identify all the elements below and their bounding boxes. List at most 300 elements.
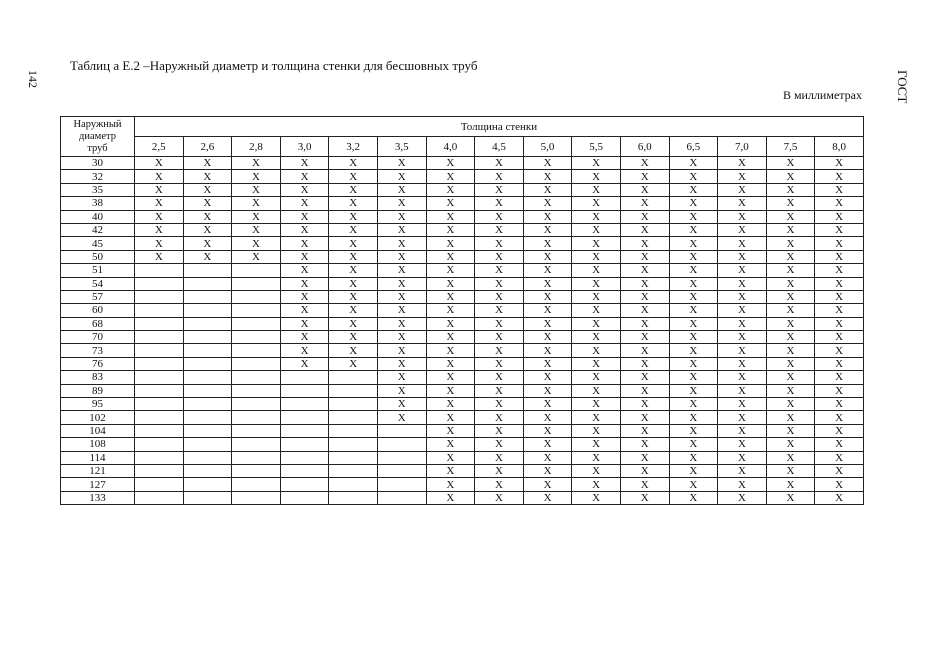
table-row (61, 371, 864, 384)
availability-mark: X (523, 290, 572, 303)
availability-mark: X (475, 344, 524, 357)
diameter-cell: 83 (61, 371, 135, 384)
availability-mark: X (377, 183, 426, 196)
availability-mark: X (620, 331, 669, 344)
table-row (61, 183, 864, 196)
availability-mark: X (815, 223, 864, 236)
outer-diameter-header-line: труб (87, 142, 108, 154)
availability-mark: X (377, 411, 426, 424)
availability-mark: X (718, 491, 767, 504)
availability-mark: X (620, 478, 669, 491)
table-row (61, 478, 864, 491)
availability-mark: X (620, 197, 669, 210)
diameter-cell: 127 (61, 478, 135, 491)
availability-mark: X (572, 290, 621, 303)
availability-mark: X (572, 357, 621, 370)
availability-mark: X (280, 317, 329, 330)
availability-mark: X (572, 398, 621, 411)
availability-mark: X (815, 344, 864, 357)
availability-mark: X (523, 197, 572, 210)
empty-cell (135, 398, 184, 411)
thickness-column-header: 4,0 (426, 137, 475, 157)
thickness-header-row (61, 137, 864, 157)
availability-mark: X (669, 451, 718, 464)
availability-mark: X (572, 264, 621, 277)
availability-mark: X (183, 183, 232, 196)
availability-mark: X (669, 237, 718, 250)
availability-mark: X (280, 223, 329, 236)
table-row (61, 290, 864, 303)
availability-mark: X (377, 264, 426, 277)
availability-mark: X (572, 371, 621, 384)
availability-mark: X (620, 250, 669, 263)
availability-mark: X (766, 264, 815, 277)
availability-mark: X (620, 290, 669, 303)
availability-mark: X (329, 331, 378, 344)
availability-mark: X (718, 384, 767, 397)
availability-mark: X (572, 478, 621, 491)
availability-mark: X (280, 277, 329, 290)
availability-mark: X (280, 210, 329, 223)
availability-mark: X (766, 277, 815, 290)
availability-mark: X (280, 197, 329, 210)
thickness-column-header: 7,0 (718, 137, 767, 157)
empty-cell (183, 371, 232, 384)
availability-mark: X (523, 344, 572, 357)
empty-cell (183, 290, 232, 303)
availability-mark: X (815, 411, 864, 424)
empty-cell (232, 264, 281, 277)
availability-mark: X (766, 170, 815, 183)
availability-mark: X (669, 170, 718, 183)
availability-mark: X (815, 331, 864, 344)
table-row (61, 197, 864, 210)
availability-mark: X (426, 357, 475, 370)
availability-mark: X (669, 371, 718, 384)
availability-mark: X (329, 210, 378, 223)
empty-cell (135, 451, 184, 464)
availability-mark: X (280, 250, 329, 263)
availability-mark: X (766, 317, 815, 330)
table-row (61, 304, 864, 317)
table-row (61, 210, 864, 223)
availability-mark: X (620, 183, 669, 196)
availability-mark: X (620, 157, 669, 170)
outer-diameter-header-line: диаметр (79, 130, 116, 142)
availability-mark: X (426, 277, 475, 290)
availability-mark: X (572, 197, 621, 210)
availability-mark: X (620, 264, 669, 277)
availability-mark: X (766, 250, 815, 263)
empty-cell (232, 371, 281, 384)
availability-mark: X (815, 277, 864, 290)
availability-mark: X (766, 357, 815, 370)
availability-mark: X (523, 424, 572, 437)
empty-cell (232, 290, 281, 303)
availability-mark: X (669, 197, 718, 210)
empty-cell (183, 411, 232, 424)
diameter-cell: 40 (61, 210, 135, 223)
availability-mark: X (718, 344, 767, 357)
empty-cell (329, 438, 378, 451)
availability-mark: X (572, 223, 621, 236)
availability-mark: X (620, 491, 669, 504)
availability-mark: X (572, 384, 621, 397)
diameter-cell: 73 (61, 344, 135, 357)
availability-mark: X (523, 157, 572, 170)
availability-mark: X (620, 384, 669, 397)
table-row (61, 384, 864, 397)
availability-mark: X (669, 424, 718, 437)
availability-mark: X (426, 304, 475, 317)
availability-mark: X (377, 331, 426, 344)
empty-cell (377, 451, 426, 464)
empty-cell (135, 438, 184, 451)
availability-mark: X (377, 304, 426, 317)
diameter-cell: 102 (61, 411, 135, 424)
availability-mark: X (329, 197, 378, 210)
availability-mark: X (523, 451, 572, 464)
empty-cell (280, 438, 329, 451)
availability-mark: X (523, 170, 572, 183)
availability-mark: X (669, 357, 718, 370)
availability-mark: X (620, 438, 669, 451)
empty-cell (377, 491, 426, 504)
empty-cell (232, 317, 281, 330)
availability-mark: X (475, 357, 524, 370)
diameter-cell: 50 (61, 250, 135, 263)
availability-mark: X (620, 411, 669, 424)
empty-cell (135, 384, 184, 397)
empty-cell (329, 491, 378, 504)
availability-mark: X (475, 277, 524, 290)
availability-mark: X (523, 277, 572, 290)
availability-mark: X (718, 357, 767, 370)
empty-cell (280, 451, 329, 464)
thickness-column-header: 7,5 (766, 137, 815, 157)
availability-mark: X (523, 491, 572, 504)
empty-cell (377, 478, 426, 491)
availability-mark: X (718, 464, 767, 477)
availability-mark: X (377, 384, 426, 397)
availability-mark: X (718, 183, 767, 196)
availability-mark: X (135, 197, 184, 210)
availability-mark: X (377, 237, 426, 250)
availability-mark: X (669, 250, 718, 263)
table-row (61, 264, 864, 277)
availability-mark: X (426, 250, 475, 263)
availability-mark: X (426, 170, 475, 183)
thickness-column-header: 6,5 (669, 137, 718, 157)
table-row (61, 223, 864, 236)
availability-mark: X (718, 451, 767, 464)
availability-mark: X (377, 170, 426, 183)
availability-mark: X (183, 197, 232, 210)
availability-mark: X (766, 331, 815, 344)
availability-mark: X (183, 157, 232, 170)
availability-mark: X (377, 210, 426, 223)
empty-cell (232, 464, 281, 477)
empty-cell (280, 384, 329, 397)
empty-cell (135, 357, 184, 370)
availability-mark: X (718, 157, 767, 170)
availability-mark: X (280, 304, 329, 317)
availability-mark: X (620, 464, 669, 477)
availability-mark: X (718, 411, 767, 424)
availability-mark: X (523, 317, 572, 330)
availability-mark: X (426, 264, 475, 277)
empty-cell (135, 290, 184, 303)
empty-cell (183, 277, 232, 290)
availability-mark: X (475, 223, 524, 236)
availability-mark: X (475, 398, 524, 411)
availability-mark: X (426, 157, 475, 170)
availability-mark: X (620, 223, 669, 236)
availability-mark: X (475, 264, 524, 277)
availability-mark: X (426, 411, 475, 424)
availability-mark: X (620, 304, 669, 317)
availability-mark: X (669, 384, 718, 397)
availability-mark: X (426, 237, 475, 250)
availability-mark: X (718, 478, 767, 491)
availability-mark: X (426, 438, 475, 451)
availability-mark: X (377, 197, 426, 210)
thickness-column-header: 2,8 (232, 137, 281, 157)
availability-mark: X (572, 438, 621, 451)
availability-mark: X (475, 210, 524, 223)
empty-cell (183, 384, 232, 397)
availability-mark: X (815, 304, 864, 317)
availability-mark: X (572, 344, 621, 357)
empty-cell (135, 478, 184, 491)
availability-mark: X (377, 277, 426, 290)
availability-mark: X (669, 478, 718, 491)
table-row (61, 317, 864, 330)
empty-cell (329, 384, 378, 397)
table-row (61, 438, 864, 451)
availability-mark: X (766, 183, 815, 196)
availability-mark: X (718, 264, 767, 277)
availability-mark: X (766, 290, 815, 303)
availability-mark: X (135, 210, 184, 223)
availability-mark: X (232, 197, 281, 210)
availability-mark: X (620, 371, 669, 384)
availability-mark: X (815, 170, 864, 183)
availability-mark: X (426, 317, 475, 330)
empty-cell (329, 478, 378, 491)
availability-mark: X (766, 491, 815, 504)
availability-mark: X (135, 250, 184, 263)
availability-mark: X (475, 331, 524, 344)
availability-mark: X (183, 170, 232, 183)
availability-mark: X (475, 317, 524, 330)
availability-mark: X (523, 183, 572, 196)
availability-mark: X (669, 223, 718, 236)
availability-mark: X (523, 478, 572, 491)
availability-mark: X (766, 451, 815, 464)
availability-mark: X (815, 478, 864, 491)
availability-mark: X (766, 344, 815, 357)
availability-mark: X (280, 290, 329, 303)
thickness-column-header: 2,5 (135, 137, 184, 157)
availability-mark: X (329, 317, 378, 330)
availability-mark: X (523, 464, 572, 477)
availability-mark: X (620, 398, 669, 411)
availability-mark: X (377, 357, 426, 370)
availability-mark: X (523, 264, 572, 277)
availability-mark: X (329, 170, 378, 183)
availability-mark: X (718, 424, 767, 437)
empty-cell (280, 371, 329, 384)
availability-mark: X (815, 210, 864, 223)
availability-mark: X (475, 464, 524, 477)
empty-cell (280, 478, 329, 491)
availability-mark: X (523, 371, 572, 384)
availability-mark: X (815, 398, 864, 411)
table-row (61, 411, 864, 424)
table-row (61, 451, 864, 464)
availability-mark: X (426, 464, 475, 477)
diameter-cell: 51 (61, 264, 135, 277)
empty-cell (183, 491, 232, 504)
availability-mark: X (232, 250, 281, 263)
availability-mark: X (426, 210, 475, 223)
availability-mark: X (815, 264, 864, 277)
diameter-cell: 76 (61, 357, 135, 370)
empty-cell (135, 464, 184, 477)
table-row (61, 157, 864, 170)
availability-mark: X (329, 250, 378, 263)
page-number: 142 (26, 70, 40, 88)
availability-mark: X (475, 451, 524, 464)
availability-mark: X (426, 478, 475, 491)
empty-cell (183, 398, 232, 411)
availability-mark: X (669, 210, 718, 223)
availability-mark: X (280, 170, 329, 183)
empty-cell (183, 344, 232, 357)
availability-mark: X (620, 210, 669, 223)
availability-mark: X (815, 317, 864, 330)
availability-mark: X (766, 384, 815, 397)
diameter-cell: 70 (61, 331, 135, 344)
availability-mark: X (766, 157, 815, 170)
availability-mark: X (232, 157, 281, 170)
empty-cell (377, 424, 426, 437)
diameter-cell: 42 (61, 223, 135, 236)
empty-cell (232, 304, 281, 317)
availability-mark: X (475, 170, 524, 183)
thickness-column-header: 4,5 (475, 137, 524, 157)
diameter-cell: 32 (61, 170, 135, 183)
availability-mark: X (766, 438, 815, 451)
availability-mark: X (620, 344, 669, 357)
availability-mark: X (329, 344, 378, 357)
availability-mark: X (232, 183, 281, 196)
empty-cell (183, 331, 232, 344)
empty-cell (183, 478, 232, 491)
empty-cell (329, 411, 378, 424)
availability-mark: X (766, 424, 815, 437)
availability-mark: X (572, 277, 621, 290)
empty-cell (232, 331, 281, 344)
availability-mark: X (718, 438, 767, 451)
empty-cell (183, 264, 232, 277)
empty-cell (183, 304, 232, 317)
availability-mark: X (815, 157, 864, 170)
availability-mark: X (669, 183, 718, 196)
empty-cell (183, 464, 232, 477)
availability-mark: X (377, 371, 426, 384)
availability-mark: X (766, 398, 815, 411)
thickness-column-header: 3,0 (280, 137, 329, 157)
diameter-cell: 89 (61, 384, 135, 397)
availability-mark: X (475, 183, 524, 196)
availability-mark: X (426, 491, 475, 504)
table-row (61, 464, 864, 477)
availability-mark: X (572, 183, 621, 196)
diameter-cell: 45 (61, 237, 135, 250)
thickness-column-header: 3,2 (329, 137, 378, 157)
availability-mark: X (475, 250, 524, 263)
diameter-cell: 104 (61, 424, 135, 437)
availability-mark: X (135, 183, 184, 196)
availability-mark: X (572, 424, 621, 437)
availability-mark: X (135, 237, 184, 250)
availability-mark: X (426, 183, 475, 196)
availability-mark: X (475, 491, 524, 504)
empty-cell (232, 411, 281, 424)
availability-mark: X (377, 398, 426, 411)
availability-mark: X (620, 451, 669, 464)
availability-mark: X (280, 357, 329, 370)
availability-mark: X (815, 424, 864, 437)
availability-mark: X (183, 223, 232, 236)
availability-mark: X (815, 290, 864, 303)
availability-mark: X (572, 170, 621, 183)
availability-mark: X (135, 223, 184, 236)
availability-mark: X (426, 223, 475, 236)
table-row (61, 398, 864, 411)
availability-mark: X (718, 277, 767, 290)
availability-mark: X (669, 411, 718, 424)
table-row (61, 491, 864, 504)
empty-cell (183, 438, 232, 451)
availability-mark: X (523, 250, 572, 263)
availability-mark: X (815, 451, 864, 464)
table-row (61, 344, 864, 357)
availability-mark: X (523, 210, 572, 223)
availability-mark: X (329, 304, 378, 317)
empty-cell (280, 411, 329, 424)
availability-mark: X (475, 384, 524, 397)
empty-cell (135, 317, 184, 330)
diameter-cell: 38 (61, 197, 135, 210)
availability-mark: X (766, 210, 815, 223)
availability-mark: X (183, 237, 232, 250)
empty-cell (329, 398, 378, 411)
availability-mark: X (718, 331, 767, 344)
availability-mark: X (329, 183, 378, 196)
availability-mark: X (475, 237, 524, 250)
availability-mark: X (669, 344, 718, 357)
availability-mark: X (620, 424, 669, 437)
availability-mark: X (572, 317, 621, 330)
availability-mark: X (572, 304, 621, 317)
thickness-column-header: 2,6 (183, 137, 232, 157)
availability-mark: X (426, 451, 475, 464)
availability-mark: X (475, 371, 524, 384)
diameter-cell: 121 (61, 464, 135, 477)
